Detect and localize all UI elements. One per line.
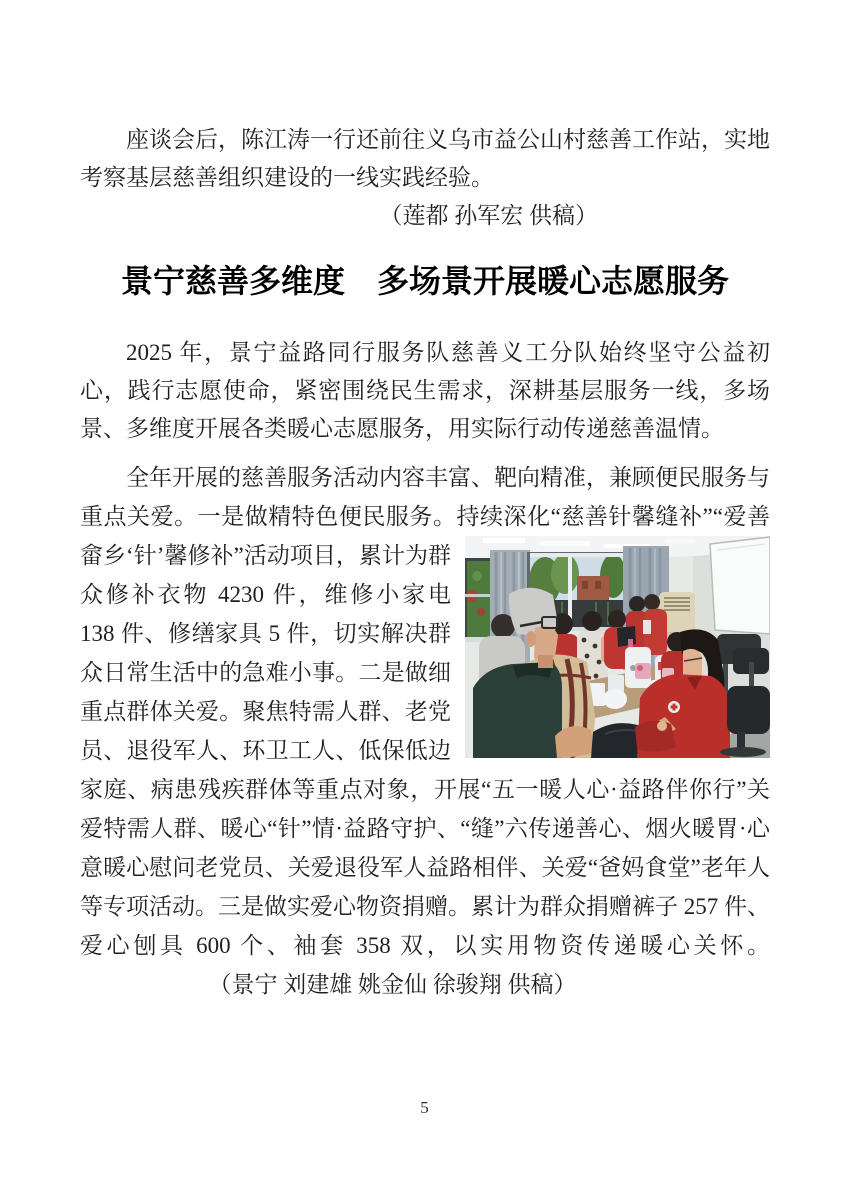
page-number: 5 bbox=[420, 1098, 429, 1117]
prev-article-byline: （莲都 孙军宏 供稿） bbox=[379, 203, 598, 228]
article-paragraph-2 bbox=[80, 458, 770, 1004]
meeting-room-photo bbox=[465, 536, 770, 758]
article-title: 景宁慈善多维度 多场景开展暖心志愿服务 bbox=[120, 263, 729, 299]
page-content bbox=[80, 121, 770, 1004]
article-paragraph-1: 2025 年，景宁益路同行服务队慈善义工分队始终坚守公益初心，践行志愿使命，紧密围绕民生需求，深耕基层服务一线，多场景、多维度开展各类暖心志愿服务，用实际行动传递慈善温情。 bbox=[80, 340, 770, 441]
paragraph-text-after-photo: 补”“爱善畲乡‘针’馨修补”活动项目，累计为群众修补衣物 4230 件，维修小家电 138 件、修缮家具 5 件，切实解决群众日常生活中的急难小事。二是做细重点群体关爱。聚焦特需人群、老党员、退役军人、环卫工人、低保低边家庭、病患残疾群体等重点对象，开展“五一暖人心·益路伴你行”关爱特需人群、暖心“针”情·益路守护、“缝”六传递善心、烟火暖胃·心意暖心慰问老党员、关爱退役军人益路相伴、关爱“爸妈食堂”老年人等专项活动。三是做实爱心物资捐赠。累计为群众捐赠裤子 257 件、爱心刨具 600 个、袖套 358 双，以实用物资传递暖心关怀。 bbox=[80, 504, 770, 958]
article-photo bbox=[465, 536, 770, 758]
prev-article-paragraph: 座谈会后，陈江涛一行还前往义乌市益公山村慈善工作站，实地考察基层慈善组织建设的一线实践经验。 bbox=[80, 127, 770, 190]
article-byline: （景宁 刘建雄 姚金仙 徐骏翔 供稿） bbox=[220, 972, 577, 997]
paragraph-text-before-photo: 全年开展的慈善服务活动内容丰富、靶向精准，兼顾便民服务与重点关爱。一是做精特色便民服务。持续深化“慈善针馨缝 bbox=[80, 465, 770, 529]
